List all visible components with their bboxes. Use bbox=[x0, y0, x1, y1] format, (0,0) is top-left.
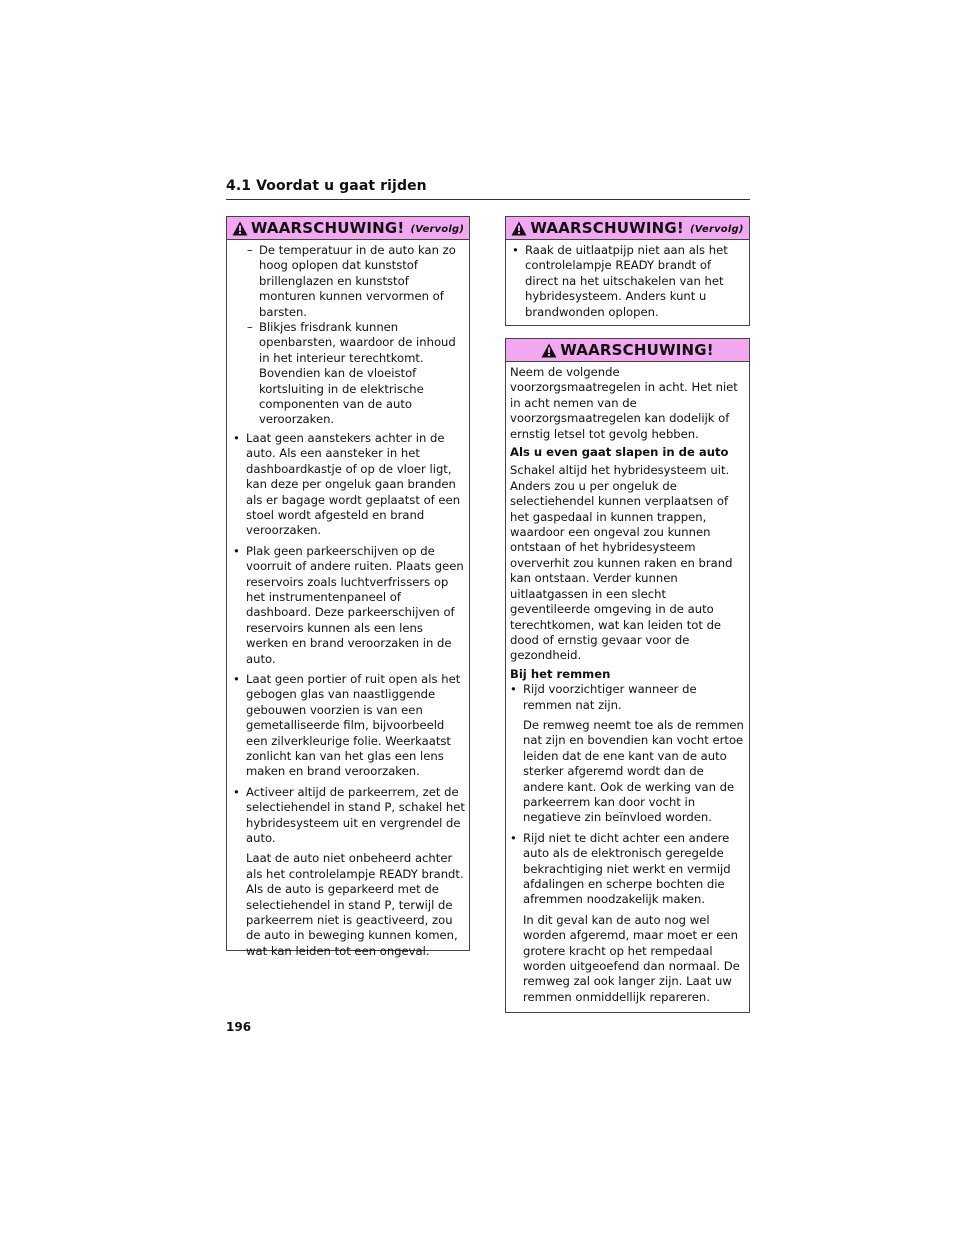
continued-label: (Vervolg) bbox=[410, 224, 465, 235]
bullet-item: • Activeer altijd de parkeerrem, zet de selectiehendel in stand P, schakel het hybridesysteem uit en vergrendel de auto. bbox=[233, 784, 465, 846]
intro-paragraph: Neem de volgende voorzorgsmaatregelen in acht. Het niet in acht nemen van de voorzorgsmaatregelen kan dodelijk of ernstig letsel tot gevolg hebben. bbox=[510, 365, 738, 441]
warning-body bbox=[227, 240, 469, 970]
warning-title: WAARSCHUWING! bbox=[560, 341, 714, 359]
warning-header bbox=[506, 217, 749, 240]
warning-body bbox=[506, 362, 749, 1016]
bullet-continuation: De remweg neemt toe als de remmen nat zijn en bovendien kan vocht ertoe leiden dat de ene kant van de auto sterker afgeremd wordt dan de andere kant. Ook de werking van de parkeerrem kan door vocht in negatieve zin beïnvloed worden. bbox=[523, 717, 744, 825]
bullet-continuation: In dit geval kan de auto nog wel worden afgeremd, maar moet er een grotere kracht op het rempedaal worden uitgeoefend dan normaal. De remweg zal ook langer zijn. Laat uw remmen onmiddellijk repareren. bbox=[523, 912, 740, 1004]
warning-triangle-icon bbox=[511, 221, 527, 236]
bullet-item: • Rijd niet te dicht achter een andere auto als de elektronisch geregelde bekrachtiging niet werkt en vermijd afdalingen en scherpe bochten die afremmen noodzakelijk maken. bbox=[510, 830, 731, 907]
bullet-item: • Laat geen portier of ruit open als het gebogen glas van naastliggende gebouwen voorzien is van een gemetalliseerde film, bijvoorbeeld een zilverkleurige folie. Weerkaatst zonlicht kan van het glas een lens maken en brand veroorzaken. bbox=[233, 671, 461, 779]
subheading: Bij het remmen bbox=[510, 666, 611, 681]
warning-header bbox=[506, 339, 749, 362]
page-number: 196 bbox=[226, 1020, 252, 1034]
warning-title: WAARSCHUWING! bbox=[530, 219, 684, 237]
bullet-item: • Laat geen aanstekers achter in de auto. Als een aansteker in het dashboardkastje of op de vloer ligt, kan deze per ongeluk gaan branden als er bagage wordt geplaatst of een stoel wordt afgesteld en brand veroorzaken. bbox=[233, 430, 461, 538]
bullet-item: • Plak geen parkeerschijven op de voorruit of andere ruiten. Plaats geen reservoirs zoals luchtverfrissers op het instrumentenpaneel of dashboard. Deze parkeerschijven of reservoirs kunnen als een lens werken en brand veroorzaken in de auto. bbox=[233, 543, 464, 666]
dash-item: – Blikjes frisdrank kunnen openbarsten, waardoor de inhoud in het interieur terechtkomt. Bovendien kan de vloeistof kortsluiting in de elektrische componenten van de auto veroorzaken. bbox=[247, 320, 456, 427]
subheading: Als u even gaat slapen in de auto bbox=[510, 445, 729, 460]
warning-box-right-top bbox=[505, 216, 750, 326]
warning-triangle-icon bbox=[232, 221, 248, 236]
warning-body bbox=[506, 240, 749, 331]
warning-triangle-icon bbox=[541, 343, 557, 358]
warning-box-right-bottom bbox=[505, 338, 750, 1013]
warning-box-left bbox=[226, 216, 470, 958]
warning-header bbox=[227, 217, 469, 240]
bullet-continuation: Laat de auto niet onbeheerd achter als het controlelampje READY brandt. Als de auto is geparkeerd met de selectiehendel in stand P, terwijl de parkeerrem niet is geactiveerd, zou de auto in beweging kunnen komen, wat kan leiden tot een ongeval. bbox=[246, 851, 464, 958]
bullet-item: • Rijd voorzichtiger wanneer de remmen nat zijn. bbox=[510, 682, 697, 712]
section-title: 4.1 Voordat u gaat rijden bbox=[226, 178, 427, 194]
bullet-item: • Raak de uitlaatpijp niet aan als het controlelampje READY brandt of direct na het uitschakelen van het hybridesysteem. Anders kunt u brandwonden oplopen. bbox=[512, 243, 728, 319]
warning-title: WAARSCHUWING! bbox=[250, 219, 405, 237]
dash-item: – De temperatuur in de auto kan zo hoog oplopen dat kunststof brillenglazen en kunststof monturen kunnen vervormen of barsten. bbox=[247, 243, 456, 319]
continued-label: (Vervolg) bbox=[689, 224, 744, 235]
paragraph: Schakel altijd het hybridesysteem uit. Anders zou u per ongeluk de selectiehendel kunnen verplaatsen of het gaspedaal in kunnen trappen, waardoor een ongeval zou kunnen ontstaan of het hybridesysteem oververhit zou kunnen raken en brand kan ontstaan. Verder kunnen uitlaatgassen in een slecht geventileerde omgeving in de auto terechtkomen, wat kan leiden tot de dood of ernstig gevaar voor de gezondheid. bbox=[510, 463, 733, 663]
section-divider bbox=[226, 199, 750, 200]
